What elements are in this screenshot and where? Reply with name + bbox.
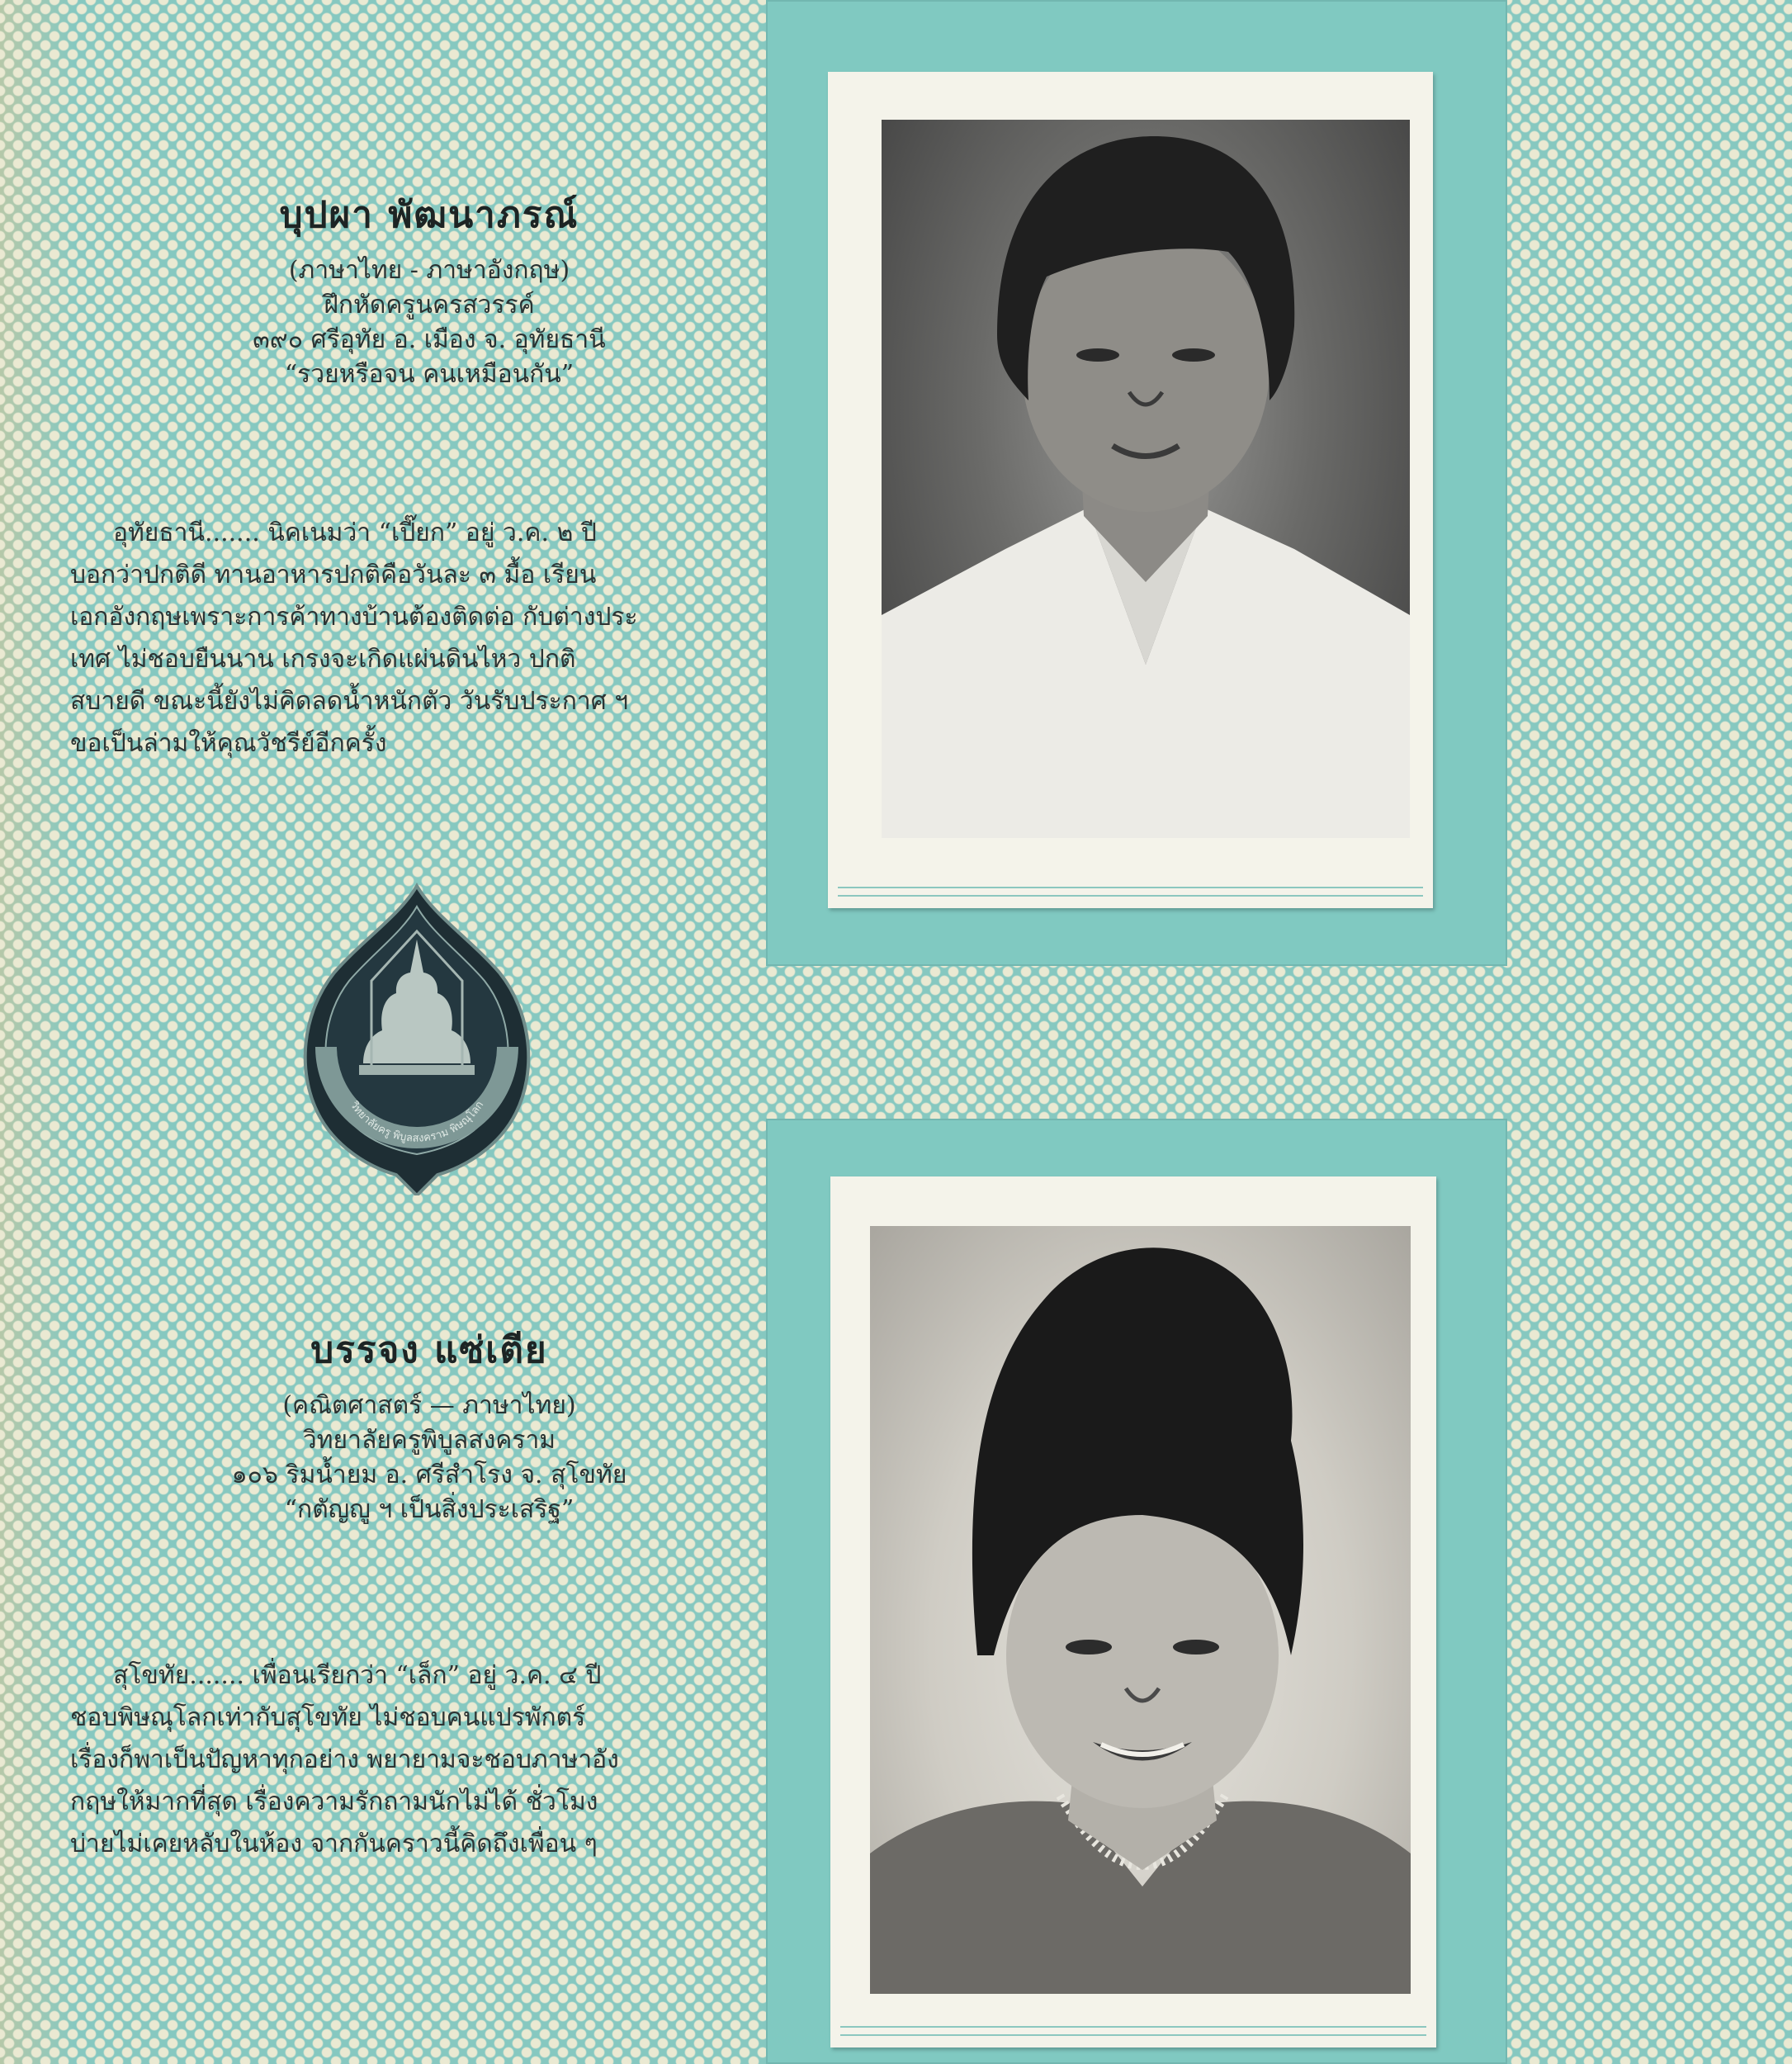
school: วิทยาลัยครูพิบูลสงคราม bbox=[302, 1426, 556, 1455]
subjects: (คณิตศาสตร์ — ภาษาไทย) bbox=[282, 1391, 576, 1420]
bio-line: ขอเป็นล่ามให้คุณวัชรีย์อีกครั้ง bbox=[70, 729, 387, 758]
address: ๑๐๖ ริมน้ำยม อ. ศรีสำโรง จ. สุโขทัย bbox=[231, 1460, 627, 1489]
bio-line: เทศ ไม่ชอบยืนนาน เกรงจะเกิดแผ่นดินไหว ปกติ bbox=[70, 645, 576, 674]
bio-line: สบายดี ขณะนี้ยังไม่คิดลดน้ำหนักตัว วันรับประกาศ ฯ bbox=[70, 687, 629, 716]
portrait-photo-bupha bbox=[882, 120, 1410, 838]
portrait-photo-banjong bbox=[870, 1226, 1411, 1994]
motto: “กตัญญู ฯ เป็นสิ่งประเสริฐ” bbox=[284, 1495, 574, 1524]
emblem-ring-text: วิทยาลัยครู พิบูลสงคราม พิษณุโลก bbox=[347, 1099, 487, 1145]
bio-line: ชอบพิษณุโลกเท่ากับสุโขทัย ไม่ชอบคนแปรพักตร์ bbox=[70, 1703, 586, 1732]
photo-panel-bottom bbox=[766, 1119, 1507, 2064]
photo-mat bbox=[828, 72, 1433, 908]
profile-header-banjong bbox=[70, 1321, 755, 1527]
college-emblem-seal bbox=[293, 882, 541, 1195]
bio-line: กฤษให้มากที่สุด เรื่องความรักถามนักไม่ได้ ชั่วโมง bbox=[70, 1787, 598, 1816]
person-name: บุปผา พัฒนาภรณ์ bbox=[279, 194, 579, 236]
bio-line: เรื่องก็พาเป็นปัญหาทุกอย่าง พยายามจะชอบภาษาอัง bbox=[70, 1745, 619, 1774]
bio-paragraph-bupha bbox=[70, 512, 755, 765]
motto: “รวยหรือจน คนเหมือนกัน” bbox=[284, 360, 574, 389]
bio-paragraph-banjong bbox=[70, 1655, 755, 1865]
address: ๓๙๐ ศรีอุทัย อ. เมือง จ. อุทัยธานี bbox=[253, 325, 606, 354]
bio-line: บ่ายไม่เคยหลับในห้อง จากกันคราวนี้คิดถึงเพื่อน ๆ bbox=[70, 1830, 598, 1858]
school: ฝึกหัดครูนครสวรรค์ bbox=[324, 291, 535, 320]
bio-line: เอกอังกฤษเพราะการค้าทางบ้านต้องติดต่อ กับต่างประ bbox=[70, 603, 638, 632]
bio-line: สุโขทัย....... เพื่อนเรียกว่า “เล็ก” อยู่ ว.ค. ๔ ปี bbox=[113, 1661, 602, 1690]
person-name: บรรจง แซ่เตีย bbox=[310, 1329, 548, 1371]
profile-header-bupha bbox=[70, 186, 755, 392]
subjects: (ภาษาไทย - ภาษาอังกฤษ) bbox=[288, 256, 570, 285]
photo-panel-top bbox=[766, 0, 1507, 966]
bio-line: อุทัยธานี....... นิคเนมว่า “เปี๊ยก” อยู่ ว.ค. ๒ ปี bbox=[113, 518, 597, 547]
bio-line: บอกว่าปกติดี ทานอาหารปกติคือวันละ ๓ มื้อ เรียน bbox=[70, 561, 597, 589]
photo-mat bbox=[830, 1176, 1436, 2047]
